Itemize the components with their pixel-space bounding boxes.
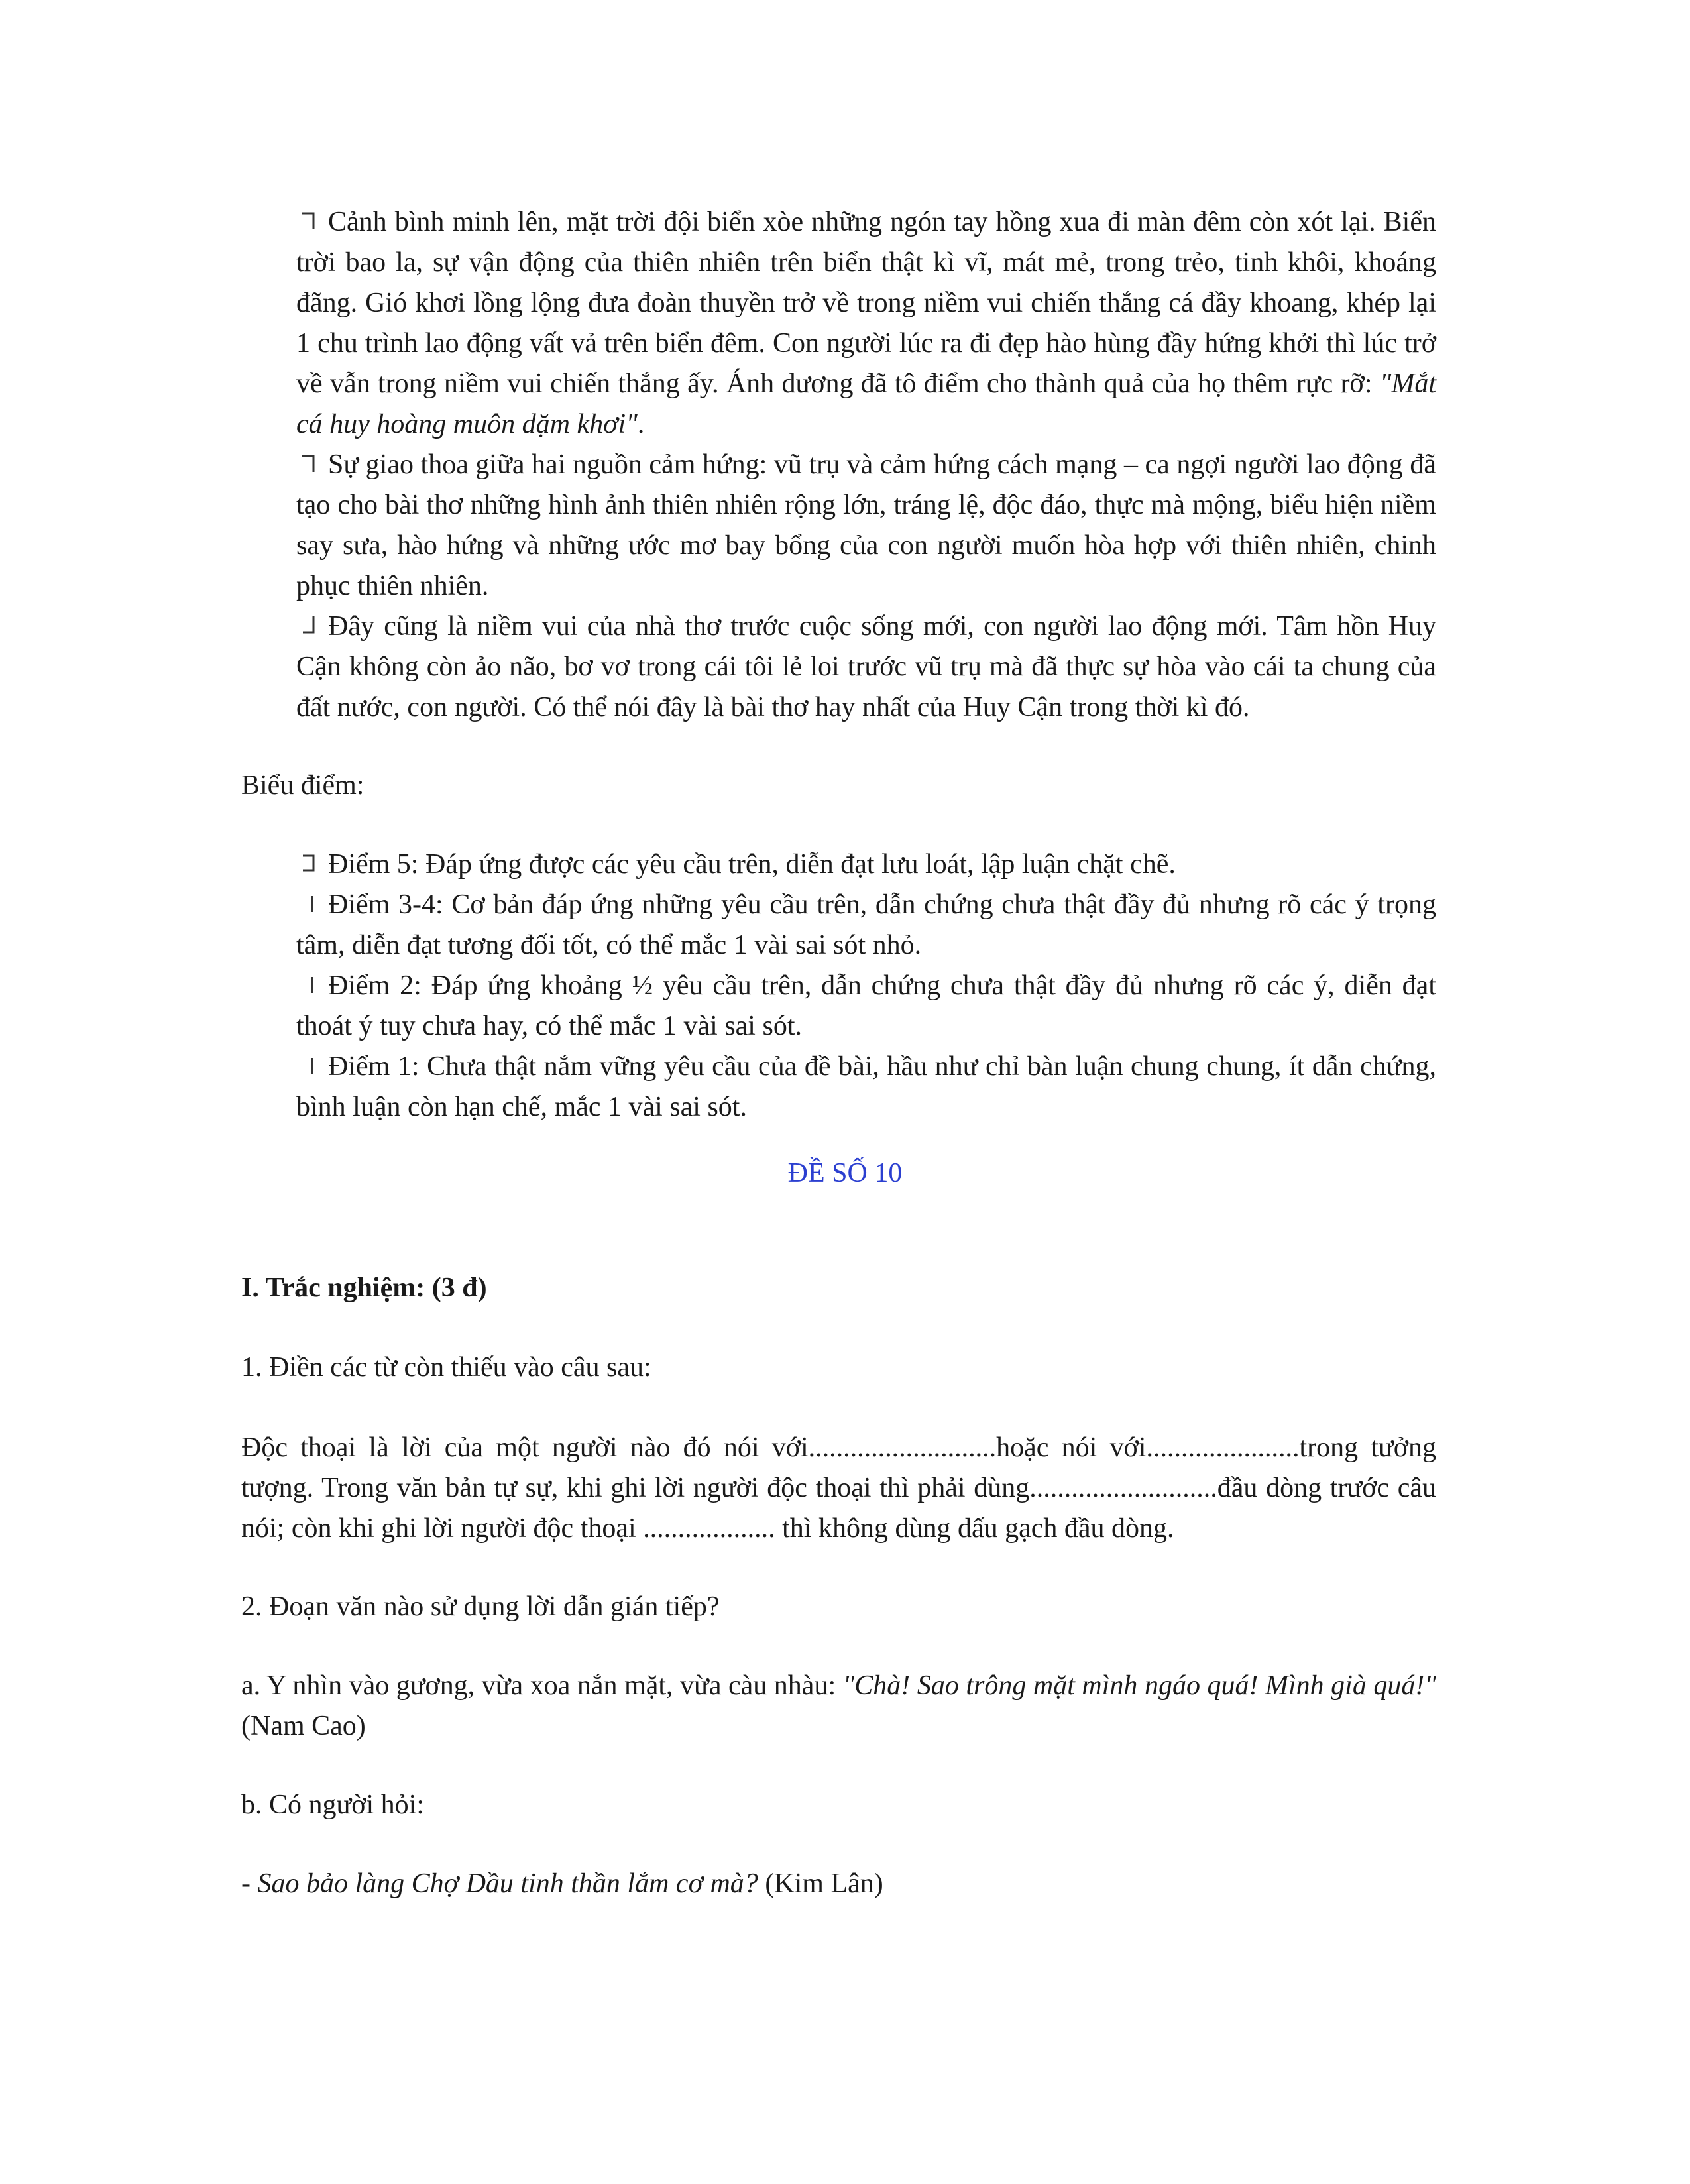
analysis-paragraph-1: Cảnh bình minh lên, mặt trời đội biển xòe những ngón tay hồng xua đi màn đêm còn xót lại. Biển trời bao la, sự vận động của thiên nhiên trên biển thật kì vĩ, mát mẻ, trong trẻo, tinh khôi, khoáng đãng. Gió khơi lồng lộng đưa đoàn thuyền trở về trong niềm vui chiến thắng cá đầy khoang, khép lại 1 chu trình lao động vất vả trên biển đêm. Con người lúc ra đi đẹp hào hùng đầy hứng khởi thì lúc trở về vẫn trong niềm vui chiến thắng ấy. Ánh dương đã tô điểm cho thành quả của họ thêm rực rỡ: "Mắt cá huy hoàng muôn dặm khơi". [296,207,1436,439]
bullet-icon [296,852,328,874]
grading-item: Điểm 5: Đáp ứng được các yêu cầu trên, diễn đạt lưu loát, lập luận chặt chẽ. [296,844,1436,885]
question-1-body: Độc thoại là lời của một người nào đó nói với...........................hoặc nói với......................trong tưởng tượng. Trong văn bản tự sự, khi ghi lời người độc thoại thì phải dùng...........................đầu dòng trước câu nói; còn khi ghi lời người độc thoại ................... thì không dùng dấu gạch đầu dòng. [241,1432,1436,1544]
bullet-icon [296,209,328,232]
bullet-icon [296,973,328,996]
quote-text: "Mắt cá huy hoàng muôn dặm khơi" [296,369,1436,439]
exam-number-heading: ĐỀ SỐ 10 [787,1158,903,1188]
option-a: a. Y nhìn vào gương, vừa xoa nắn mặt, vừa càu nhàu: "Chà! Sao trông mặt mình ngáo quá! Mình già quá!" (Nam Cao) [241,1670,1436,1741]
section-title: I. Trắc nghiệm: (3 đ) [241,1273,487,1303]
grading-item: Điểm 1: Chưa thật nắm vững yêu cầu của đề bài, hầu như chỉ bàn luận chung chung, ít dẫn chứng, bình luận còn hạn chế, mắc 1 vài sai sót. [296,1051,1436,1122]
grading-list [296,844,1436,1127]
bullet-icon [296,614,328,636]
bullet-icon [296,1054,328,1076]
analysis-paragraph-2: Sự giao thoa giữa hai nguồn cảm hứng: vũ trụ và cảm hứng cách mạng – ca ngợi người lao động đã tạo cho bài thơ những hình ảnh thiên nhiên rộng lớn, tráng lệ, độc đáo, thực mà mộng, biểu hiện niềm say sưa, hào hứng và những ước mơ bay bổng của con người muốn hòa hợp với thiên nhiên, chinh phục thiên nhiên. [296,449,1436,601]
bullet-icon [296,452,328,475]
bullet-icon [296,892,328,915]
grading-item: Điểm 2: Đáp ứng khoảng ½ yêu cầu trên, dẫn chứng chưa thật đầy đủ nhưng rõ các ý, diễn đạt thoát ý tuy chưa hay, có thể mắc 1 vài sai sót. [296,970,1436,1041]
option-b-quote: - Sao bảo làng Chợ Dầu tinh thần lắm cơ mà? [241,1868,758,1899]
option-b-quote-line: - Sao bảo làng Chợ Dầu tinh thần lắm cơ mà? (Kim Lân) [241,1868,883,1899]
question-1-prompt: 1. Điền các từ còn thiếu vào câu sau: [241,1352,651,1383]
grading-title: Biểu điểm: [241,770,365,801]
question-2-prompt: 2. Đoạn văn nào sử dụng lời dẫn gián tiếp? [241,1591,720,1622]
analysis-block [296,202,1436,728]
analysis-paragraph-3: Đây cũng là niềm vui của nhà thơ trước cuộc sống mới, con người lao động mới. Tâm hồn Huy Cận không còn ảo não, bơ vơ trong cái tôi lẻ loi trước vũ trụ mà đã thực sự hòa vào cái ta chung của đất nước, con người. Có thể nói đây là bài thơ hay nhất của Huy Cận trong thời kì đó. [296,611,1436,722]
option-b: b. Có người hỏi: [241,1790,424,1820]
grading-item: Điểm 3-4: Cơ bản đáp ứng những yêu cầu trên, dẫn chứng chưa thật đầy đủ nhưng rõ các ý trọng tâm, diễn đạt tương đối tốt, có thể mắc 1 vài sai sót nhỏ. [296,890,1436,960]
option-a-quote: "Chà! Sao trông mặt mình ngáo quá! Mình già quá!" [842,1670,1436,1701]
